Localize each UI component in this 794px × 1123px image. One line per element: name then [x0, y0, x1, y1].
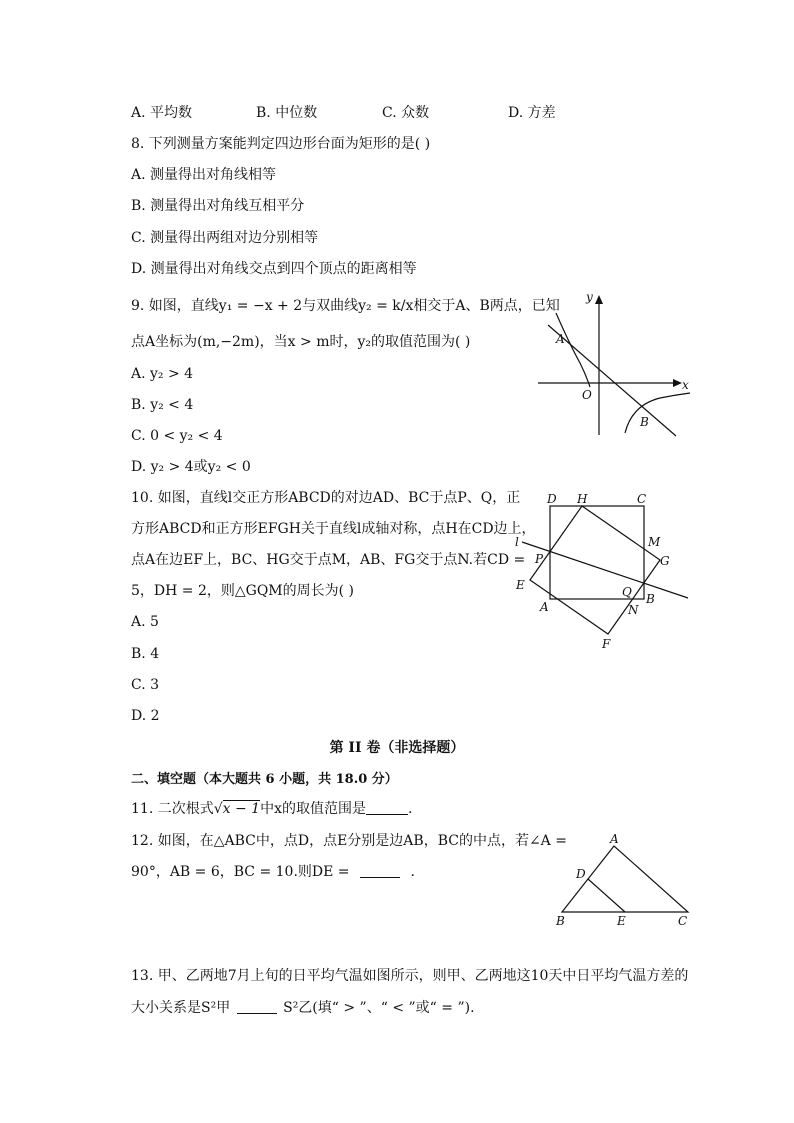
q10-label-f: F — [602, 637, 611, 651]
q12-label-a: A — [610, 832, 619, 846]
q11-suffix: 中x的取值范围是 — [260, 801, 366, 817]
q7-option-b: B. 中位数 — [256, 105, 318, 121]
q9-label-b: B — [640, 415, 649, 429]
q10-label-a: A — [540, 600, 549, 614]
q8-option-a: A. 测量得出对角线相等 — [131, 167, 277, 183]
q9-label-o: O — [582, 388, 592, 402]
q12-label-d: D — [576, 867, 586, 881]
q11-radical-sign: √ — [213, 801, 223, 817]
q12-line1: 12. 如图，在△ABC中，点D，点E分别是边AB，BC的中点，若∠A = — [131, 833, 567, 849]
q9-label-a: A — [556, 332, 565, 346]
section2-title: 二、填空题（本大题共 6 小题，共 18.0 分） — [131, 772, 398, 787]
q11-prefix: 11. 二次根式 — [131, 801, 214, 817]
q7-option-c: C. 众数 — [382, 105, 430, 121]
q10-label-n: N — [628, 603, 639, 617]
q9-hyperbola-upper — [556, 313, 590, 387]
q11-answer-blank[interactable] — [366, 800, 408, 815]
q9-option-b: B. y₂ < 4 — [131, 397, 194, 413]
q10-label-d: D — [547, 492, 557, 506]
q12-line2 — [131, 862, 415, 882]
q10-label-e: E — [516, 578, 525, 592]
q11-radicand: x − 1 — [222, 801, 261, 817]
q9-stem-line1: 9. 如图，直线y₁ = −x + 2与双曲线y₂ = k/x相交于A、B两点，已知 — [131, 298, 560, 314]
q12-label-e: E — [617, 914, 626, 928]
q9-y-arrow — [595, 295, 603, 304]
q9-figure — [530, 285, 700, 445]
q9-stem-line2: 点A坐标为(m,−2m)，当x > m时，y₂的取值范围为( ) — [131, 334, 471, 350]
q10-figure — [510, 488, 695, 653]
q7-option-a: A. 平均数 — [131, 105, 193, 121]
q9-label-x: x — [682, 378, 689, 392]
q12-line2-prefix: 90°，AB = 6，BC = 10.则DE = — [131, 864, 350, 880]
q11-end: . — [407, 801, 413, 817]
q10-stem-line1: 10. 如图，直线l交正方形ABCD的对边AD、BC于点P、Q，正 — [131, 490, 521, 506]
q7-option-d: D. 方差 — [508, 105, 556, 121]
part2-title: 第 II 卷（非选择题） — [329, 740, 465, 756]
q10-label-m: M — [648, 535, 661, 549]
q9-label-y: y — [586, 290, 593, 304]
q13-line2-suffix: S²乙(填“ > ”、“ < ”或“ = ”). — [283, 1000, 475, 1016]
q10-label-p: P — [535, 552, 544, 566]
q9-option-a: A. y₂ > 4 — [131, 366, 194, 382]
q10-stem-line2: 方形ABCD和正方形EFGH关于直线l成轴对称，点H在CD边上， — [131, 521, 536, 537]
q9-option-c: C. 0 < y₂ < 4 — [131, 428, 223, 444]
q12-segment-de — [588, 879, 625, 912]
q10-label-b: B — [646, 592, 655, 606]
q9-x-arrow — [673, 379, 682, 387]
q12-end: . — [410, 864, 415, 880]
q10-option-d: D. 2 — [131, 708, 160, 724]
q10-option-a: A. 5 — [131, 614, 159, 630]
q10-label-q: Q — [622, 585, 632, 599]
q13-answer-blank[interactable] — [237, 999, 277, 1014]
q10-line-l — [522, 542, 688, 598]
q12-figure — [550, 832, 700, 930]
q12-label-b: B — [556, 914, 565, 928]
q8-option-b: B. 测量得出对角线互相平分 — [131, 198, 305, 214]
q10-label-g: G — [660, 554, 670, 568]
q12-answer-blank[interactable] — [360, 863, 400, 878]
q10-option-b: B. 4 — [131, 646, 160, 662]
q11-line — [131, 799, 412, 819]
q8-stem: 8. 下列测量方案能判定四边形台面为矩形的是( ) — [131, 136, 431, 152]
q8-option-c: C. 测量得出两组对边分别相等 — [131, 230, 319, 246]
q9-hyperbola-lower — [625, 393, 690, 433]
q9-line — [548, 325, 676, 436]
q13-line2-prefix: 大小关系是S²甲 — [131, 1000, 231, 1016]
q10-stem-line3: 点A在边EF上，BC、HG交于点M，AB、FG交于点N.若CD = — [131, 552, 526, 568]
q8-option-d: D. 测量得出对角线交点到四个顶点的距离相等 — [131, 261, 417, 277]
q13-line2 — [131, 998, 475, 1018]
q10-label-c: C — [637, 492, 647, 506]
q10-stem-line4: 5，DH = 2，则△GQM的周长为( ) — [131, 583, 355, 599]
q10-label-l: l — [515, 535, 519, 549]
q12-label-c: C — [678, 914, 688, 928]
q10-option-c: C. 3 — [131, 677, 160, 693]
q9-option-d: D. y₂ > 4或y₂ < 0 — [131, 459, 251, 475]
q13-line1: 13. 甲、乙两地7月上旬的日平均气温如图所示，则甲、乙两地这10天中日平均气温方差的 — [131, 968, 689, 984]
q10-label-h: H — [577, 492, 588, 506]
